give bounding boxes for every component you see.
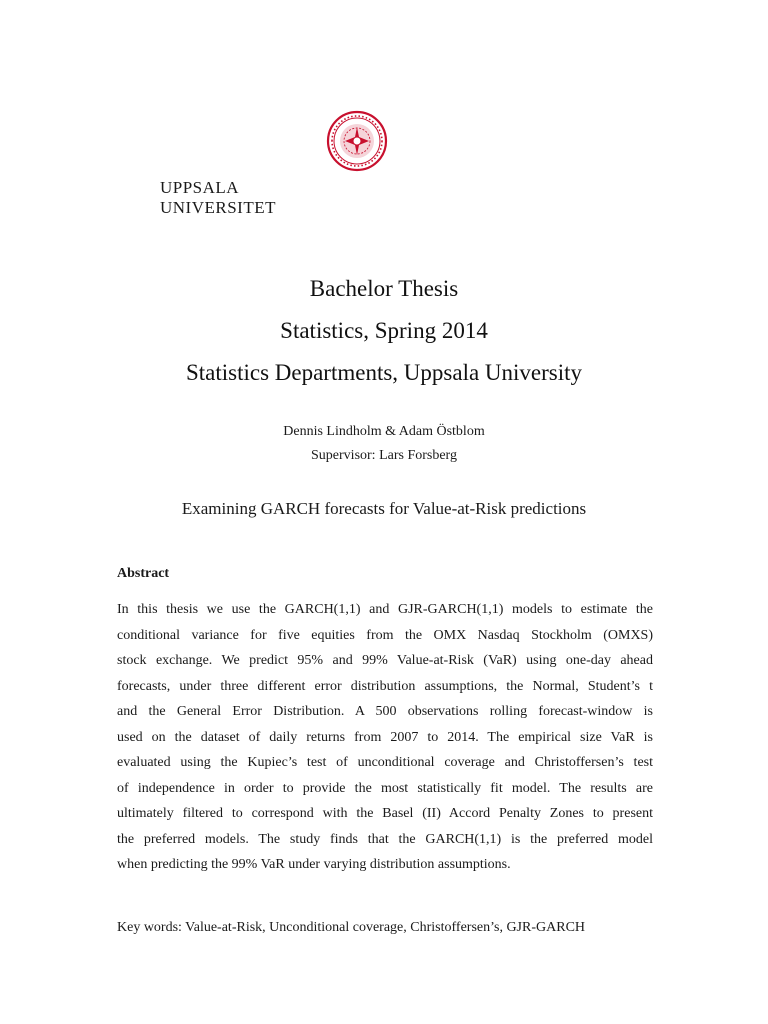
abstract-heading: Abstract [117,566,170,581]
abstract-body [117,597,653,878]
logo-wordmark [160,178,276,218]
abstract-line: In this thesis we use the GARCH(1,1) and GJR-GARCH(1,1) models to estimate the [117,602,653,617]
keywords: Key words: Value-at-Risk, Unconditional coverage, Christoffersen’s, GJR-GARCH [117,920,586,935]
logo-line-universitet: UNIVERSITET [160,198,276,217]
abstract-line: and the General Error Distribution. A 500 observations rolling forecast-window is [117,704,653,719]
title-degree: Bachelor Thesis [309,276,459,301]
abstract-line: when predicting the 99% VaR under varying distribution assumptions. [117,857,511,872]
author-names: Dennis Lindholm & Adam Östblom [283,424,485,439]
university-seal-icon [326,110,388,172]
abstract-line: of independence in order to provide the most statistically fit model. The results are [117,780,653,796]
abstract-line: conditional variance for five equities from the OMX Nasdaq Stockholm (OMXS) [117,627,653,643]
abstract-line: evaluated using the Kupiec’s test of unconditional coverage and Christoffersen’s test [117,755,653,770]
title-department: Statistics Departments, Uppsala University [185,360,583,385]
abstract-line: stock exchange. We predict 95% and 99% Value-at-Risk (VaR) using one-day ahead [117,653,653,668]
logo-line-uppsala: UPPSALA [160,178,240,197]
abstract-line: the preferred models. The study finds that the GARCH(1,1) is the preferred model [117,831,653,847]
title-block [0,268,768,394]
supervisor: Supervisor: Lars Forsberg [311,448,457,463]
title-subject-term: Statistics, Spring 2014 [280,318,488,343]
abstract-line: forecasts, under three different error distribution assumptions, the Normal, Student’s t [117,678,653,694]
abstract-line: used on the dataset of daily returns from 2007 to 2014. The empirical size VaR is [117,729,653,745]
abstract-line: ultimately filtered to correspond with the Basel (II) Accord Penalty Zones to present [117,806,653,821]
thesis-title: Examining GARCH forecasts for Value-at-Risk predictions [181,499,587,518]
author-block [0,420,768,468]
